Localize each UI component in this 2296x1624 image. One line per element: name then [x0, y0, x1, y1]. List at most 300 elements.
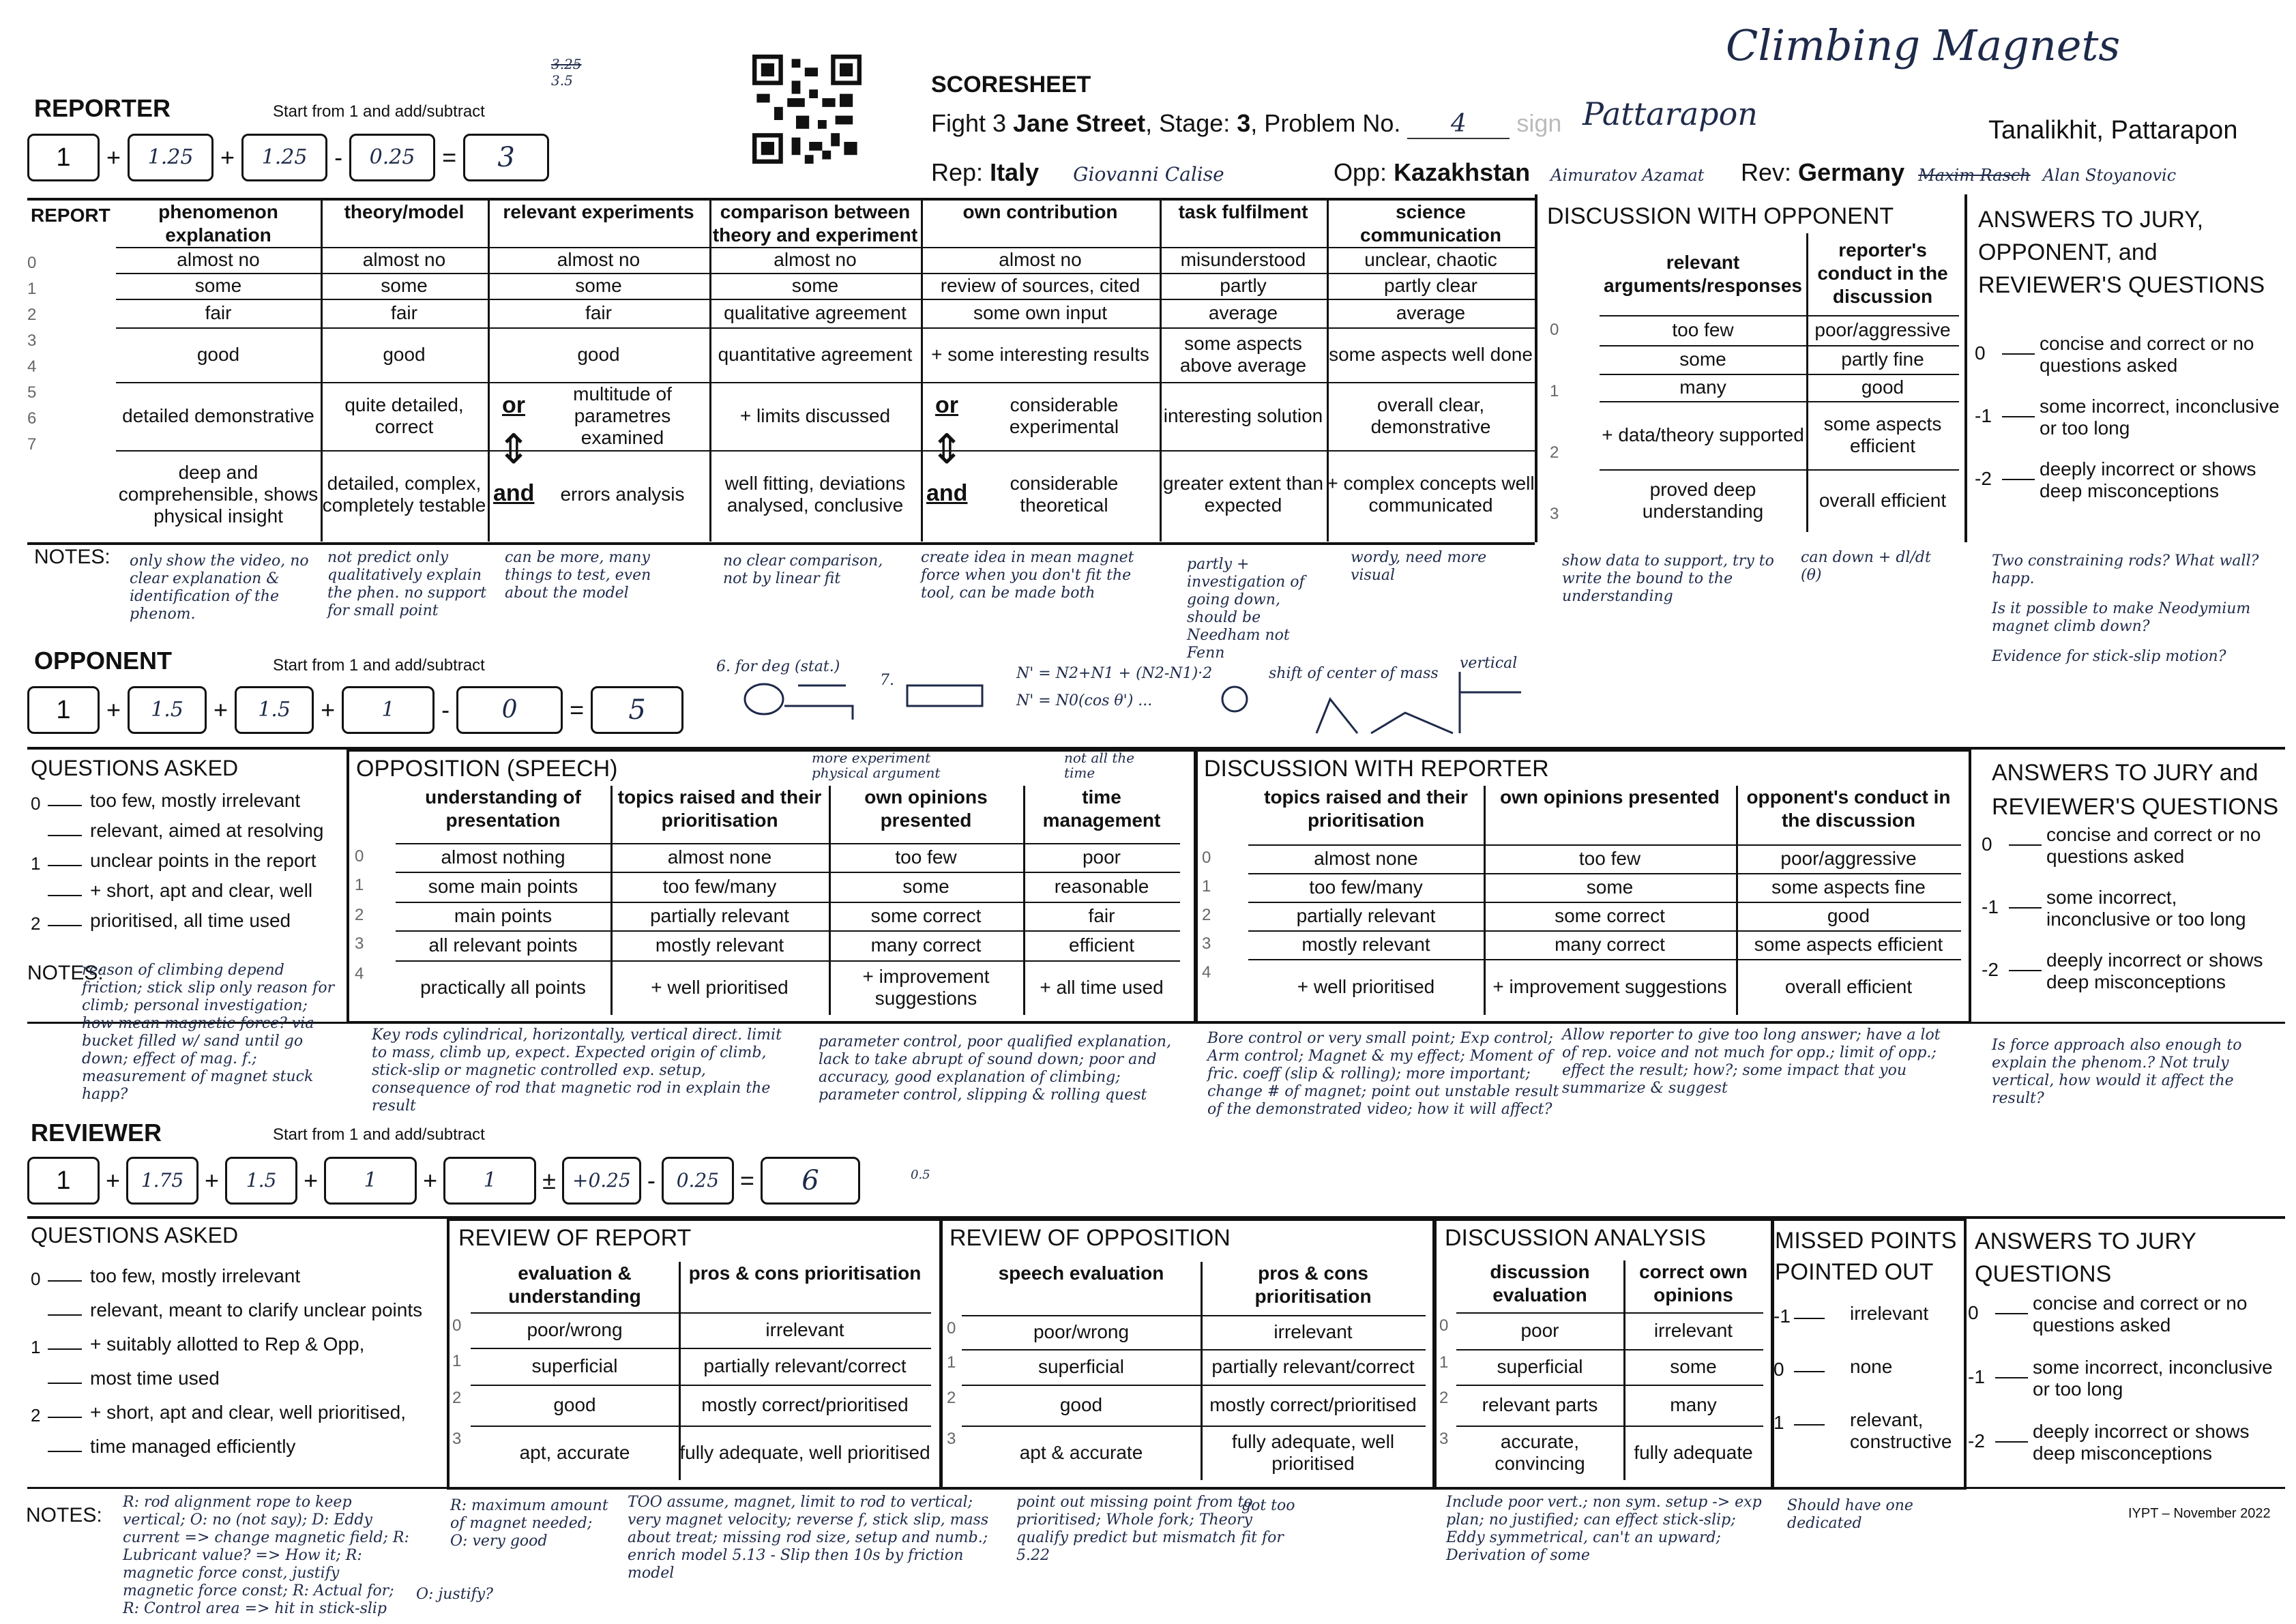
criterion-option[interactable]: fair	[585, 302, 612, 323]
rubric-option[interactable]: + well prioritised	[651, 977, 789, 998]
handwritten-note: no clear comparison, not by linear fit	[723, 552, 883, 587]
question-score: 0	[31, 793, 41, 814]
row-number: 1	[452, 1352, 462, 1370]
criterion-header: theory/model	[344, 201, 465, 222]
rubric-option[interactable]: fully adequate, well prioritised	[1231, 1431, 1395, 1474]
criterion-option[interactable]: almost no	[177, 249, 260, 270]
review-of-opposition-title: REVIEW OF OPPOSITION	[950, 1225, 1231, 1251]
missed-option[interactable]: irrelevant	[1850, 1303, 1929, 1324]
row-number: 7	[27, 435, 37, 454]
rubric-header: topics raised and their prioritisation	[1264, 786, 1468, 831]
handwritten-note: point out missing point from to prioritised; Whole fork; Theory qualify predict but mismatch fit for 5.22	[1016, 1494, 1284, 1564]
rev-questions-title: QUESTIONS ASKED	[31, 1223, 239, 1247]
criterion-option[interactable]: average	[1208, 302, 1278, 323]
score-box[interactable]: +0.25	[562, 1157, 641, 1205]
rubric-header: speech evaluation	[998, 1263, 1164, 1284]
handwritten-note: O: justify?	[416, 1586, 493, 1603]
criterion-option[interactable]: some	[575, 275, 622, 296]
row-number: 2	[452, 1389, 462, 1407]
row-number: 0	[452, 1316, 462, 1335]
rubric-option[interactable]: too few/many	[1309, 876, 1423, 898]
handwritten-note: R: rod alignment rope to keep vertical; O: no (not say); D: Eddy current => change magnetic field; R: Lubricant value? => How it; R: magnetic force const, justify magnetic force const; R: Actual for; R: Control area => hit in stick-slip	[123, 1494, 409, 1617]
question-option[interactable]: most time used	[90, 1368, 220, 1389]
criterion-option[interactable]: quite detailed, correct	[344, 394, 464, 437]
answer-option[interactable]: deeply incorrect or shows deep misconceptions	[2046, 949, 2263, 992]
rubric-option[interactable]: irrelevant	[1653, 1320, 1733, 1341]
criterion-option[interactable]: some	[791, 275, 839, 296]
question-option[interactable]: too few, mostly irrelevant	[90, 1265, 301, 1286]
question-score: 0	[31, 1269, 41, 1289]
discussion-header: relevant arguments/responses	[1604, 252, 1802, 296]
rubric-option[interactable]: many	[1670, 1394, 1717, 1415]
rubric-option[interactable]: poor/wrong	[1033, 1321, 1130, 1342]
criterion-option[interactable]: + some interesting results	[931, 344, 1149, 365]
problem-number: 4	[1407, 110, 1510, 139]
row-number: 0	[1550, 321, 1559, 339]
rubric-option[interactable]: almost none	[1314, 848, 1418, 869]
handwritten-note: show data to support, try to write the bound to the understanding	[1562, 552, 1774, 605]
opponent-score-row: 1 + 1.5 + 1.5 + 1 - 0 = 5	[27, 685, 683, 735]
opp-questions-title: QUESTIONS ASKED	[31, 756, 239, 780]
answer-option[interactable]: deeply incorrect or shows deep misconceptions	[2033, 1421, 2250, 1464]
criterion-option[interactable]: some aspects well done	[1329, 344, 1533, 365]
rubric-option[interactable]: superficial	[1497, 1356, 1583, 1377]
missed-score: 1	[1773, 1412, 1784, 1433]
handwritten-note: Allow reporter to give too long answer; have a lot of rep. voice and not much for opp.; limit of opp.; effect the result; how?; some impact that you summarize & suggest	[1562, 1027, 1941, 1097]
missed-option[interactable]: none	[1850, 1356, 1893, 1377]
rubric-option[interactable]: many correct	[870, 934, 982, 956]
criterion-option[interactable]: almost no	[999, 249, 1082, 270]
criterion-option[interactable]: multitude of parametres examined	[573, 383, 672, 448]
criterion-header: own contribution	[962, 201, 1118, 222]
reviewer-side-note: 0.5	[911, 1168, 930, 1182]
handwritten-note: not predict only qualitatively explain the phen. no support for small point	[327, 549, 487, 619]
criterion-option[interactable]: almost no	[557, 249, 641, 270]
rubric-option[interactable]: some correct	[870, 905, 982, 926]
handwritten-note: can be more, many things to test, even about the model	[505, 549, 651, 602]
reporter-score-row: 1 + 1.25 + 1.25 - 0.25 = 3	[27, 133, 549, 182]
handwritten-note: TOO assume, magnet, limit to rod to vertical; very magnet velocity; reverse f, stick slip, mass about treat; missing rod size, setup and numb.; enrich model 5.13 - Slip then 10s by friction model	[628, 1494, 989, 1582]
rubric-option[interactable]: many correct	[1555, 934, 1665, 955]
page-title: SCORESHEET	[931, 72, 1091, 98]
criterion-option[interactable]: partly clear	[1384, 275, 1477, 296]
rubric-option[interactable]: poor/aggressive	[1780, 848, 1917, 869]
rubric-header: correct own opinions	[1639, 1261, 1748, 1305]
handwritten-note: Bore control or very small point; Exp control; Arm control; Magnet & my effect; Moment of fric. coeff (slip & rolling); more important; change # of magnet; point out unstable result of the demonstrated video; how it will affect?	[1207, 1030, 1559, 1118]
or-and-contribution	[926, 392, 967, 532]
score-total[interactable]: 6	[761, 1157, 860, 1205]
rubric-option[interactable]: overall efficient	[1784, 976, 1913, 997]
row-number: 1	[1550, 382, 1559, 400]
opp-line: Opp: Kazakhstan Aimuratov Azamat	[1334, 158, 1705, 186]
row-number: 3	[1439, 1430, 1449, 1448]
score-base: 1	[27, 134, 100, 181]
discussion-option[interactable]: good	[1861, 377, 1904, 398]
answer-score: -1	[1975, 405, 1992, 426]
criterion-option[interactable]: unclear, chaotic	[1364, 249, 1497, 270]
rubric-option[interactable]: mostly relevant	[1301, 934, 1430, 955]
row-number: 5	[27, 383, 37, 402]
handwritten-note: create idea in mean magnet force when you don't fit the tool, can be made both	[921, 549, 1134, 602]
criterion-option[interactable]: detailed demonstrative	[122, 405, 314, 426]
criterion-option[interactable]: considerable theoretical	[1010, 473, 1119, 516]
rubric-option[interactable]: good	[1059, 1394, 1103, 1415]
score-box[interactable]: 0.25	[662, 1157, 734, 1205]
row-number: 4	[1202, 963, 1211, 981]
reviewer-start-text: Start from 1 and add/subtract	[273, 1125, 485, 1144]
margin-note: more experiment physical argument	[812, 750, 941, 781]
row-number: 3	[1550, 505, 1559, 523]
row-number: 3	[27, 331, 37, 350]
or-label: or	[935, 392, 958, 418]
row-number: 0	[1202, 848, 1211, 867]
rubric-option[interactable]: fully adequate, well prioritised	[679, 1442, 930, 1463]
score-box[interactable]: 1.25	[128, 134, 214, 181]
criterion-option[interactable]: fair	[391, 302, 417, 323]
score-box[interactable]: 1.25	[241, 134, 327, 181]
rubric-option[interactable]: + improvement suggestions	[862, 966, 990, 1009]
criterion-header: task fulfilment	[1178, 201, 1308, 222]
question-option[interactable]: + suitably allotted to Rep & Opp,	[90, 1333, 365, 1355]
discussion-title: DISCUSSION WITH OPPONENT	[1547, 203, 1894, 229]
handwritten-note: only show the video, no clear explanation & identification of the phenom.	[130, 552, 309, 623]
rubric-option[interactable]: practically all points	[420, 977, 586, 998]
reporter-start-text: Start from 1 and add/subtract	[273, 102, 485, 121]
rubric-option[interactable]: main points	[454, 905, 553, 926]
rubric-option[interactable]: poor	[1082, 846, 1121, 868]
criterion-option[interactable]: greater extent than expected	[1162, 473, 1324, 516]
criterion-option[interactable]: some aspects above average	[1179, 333, 1307, 376]
rubric-option[interactable]: mostly correct/prioritised	[701, 1394, 909, 1415]
row-number: 0	[27, 254, 37, 272]
score-total[interactable]: 5	[591, 686, 683, 734]
rubric-option[interactable]: superficial	[531, 1355, 618, 1376]
row-number: 2	[1439, 1389, 1449, 1407]
rubric-option[interactable]: some aspects efficient	[1754, 934, 1943, 955]
opp-answers-title: ANSWERS TO JURY and REVIEWER'S QUESTIONS	[1992, 760, 2279, 820]
answer-option[interactable]: some incorrect, inconclusive or too long	[2040, 396, 2280, 439]
rubric-option[interactable]: good	[1827, 905, 1870, 926]
rev-line: Rev: Germany Maxim Rasch Alan Stoyanovic	[1741, 158, 2177, 186]
rubric-option[interactable]: fully adequate	[1634, 1442, 1753, 1463]
score-base: 1	[27, 1157, 100, 1205]
discussion-option[interactable]: some aspects efficient	[1823, 413, 1942, 456]
answer-score: 0	[1975, 342, 1986, 364]
rubric-option[interactable]: partially relevant/correct	[1211, 1356, 1415, 1377]
rubric-option[interactable]: some	[1670, 1356, 1717, 1377]
criterion-option[interactable]: well fitting, deviations analysed, conclusive	[724, 473, 906, 516]
row-number: 0	[947, 1319, 956, 1338]
rubric-header: discussion evaluation	[1490, 1261, 1590, 1305]
question-score: 1	[31, 853, 41, 874]
answer-score: -1	[1968, 1366, 1985, 1387]
score-total[interactable]: 3	[463, 134, 549, 181]
criterion-header: comparison between theory and experiment	[712, 201, 918, 246]
criterion-option[interactable]: + limits discussed	[739, 405, 891, 426]
rubric-option[interactable]: efficient	[1069, 934, 1134, 956]
row-number: 4	[27, 357, 37, 376]
discussion-option[interactable]: + data/theory supported	[1602, 424, 1804, 445]
criterion-option[interactable]: considerable experimental	[1009, 394, 1119, 437]
row-number: 2	[27, 306, 37, 324]
criterion-option[interactable]: quantitative agreement	[718, 344, 913, 365]
criterion-header: relevant experiments	[503, 201, 694, 222]
rubric-header: evaluation & understanding	[508, 1263, 641, 1307]
discussion-with-reporter-title: DISCUSSION WITH REPORTER	[1204, 756, 1549, 782]
criterion-option[interactable]: review of sources, cited	[940, 275, 1140, 296]
and-label: and	[493, 480, 535, 506]
row-number: 4	[355, 964, 364, 983]
discussion-analysis-title: DISCUSSION ANALYSIS	[1445, 1225, 1706, 1251]
rubric-option[interactable]: too few	[895, 846, 957, 868]
criterion-option[interactable]: misunderstood	[1180, 249, 1306, 270]
score-box[interactable]: 0	[456, 686, 563, 734]
criterion-option[interactable]: partly	[1220, 275, 1267, 296]
problem-title: Climbing Magnets	[1726, 20, 2121, 70]
answer-option[interactable]: deeply incorrect or shows deep misconceptions	[2040, 458, 2256, 501]
missed-option[interactable]: relevant, constructive	[1850, 1409, 1952, 1452]
row-number: 2	[355, 906, 364, 924]
rubric-option[interactable]: superficial	[1037, 1356, 1125, 1377]
handwritten-note: Two constraining rods? What wall? happ.	[1992, 552, 2259, 587]
answer-option[interactable]: concise and correct or no questions asked	[2040, 333, 2254, 376]
and-label: and	[926, 480, 968, 506]
criterion-option[interactable]: some own input	[973, 302, 1108, 323]
answer-option[interactable]: concise and correct or no questions asked	[2046, 824, 2261, 867]
criterion-option[interactable]: qualitative agreement	[724, 302, 907, 323]
discussion-option[interactable]: overall efficient	[1819, 490, 1947, 511]
sketch-note: N' = N0(cos θ') ...	[1016, 692, 1153, 709]
signature: Pattarapon	[1583, 95, 1758, 132]
score-box[interactable]: 1.5	[235, 686, 314, 734]
row-number: 2	[1550, 443, 1559, 462]
score-box[interactable]: 1	[443, 1157, 536, 1205]
rubric-option[interactable]: partially relevant/correct	[703, 1355, 907, 1376]
rubric-option[interactable]: almost none	[667, 846, 772, 868]
score-box[interactable]: 1	[324, 1157, 417, 1205]
question-score: 2	[31, 1405, 41, 1426]
rubric-option[interactable]: too few	[1578, 848, 1641, 869]
discussion-option[interactable]: proved deep understanding	[1642, 479, 1764, 522]
score-box[interactable]: 1	[342, 686, 435, 734]
rubric-option[interactable]: + improvement suggestions	[1492, 976, 1727, 997]
rubric-option[interactable]: some main points	[428, 876, 578, 897]
criterion-option[interactable]: almost no	[362, 249, 446, 270]
criterion-option[interactable]: good	[196, 344, 240, 365]
sketch-note: shift of center of mass	[1269, 665, 1439, 682]
rubric-option[interactable]: reasonable	[1054, 876, 1149, 897]
handwritten-note: partly + investigation of going down, should be Needham not Fenn	[1187, 556, 1305, 662]
row-number: 3	[1202, 934, 1211, 953]
handwritten-note: Key rods cylindrical, horizontally, vertical direct. limit to mass, climb up, expect. Expected origin of climb, stick-slip or magnetic controlled exp. setup, consequence of rod that magnetic rod in explain the result	[372, 1027, 782, 1114]
criterion-option[interactable]: overall clear, demonstrative	[1370, 394, 1491, 437]
rubric-option[interactable]: fair	[1088, 905, 1115, 926]
reporter-notes-label: NOTES:	[34, 546, 111, 568]
question-option[interactable]: relevant, meant to clarify unclear points	[90, 1299, 423, 1320]
answer-option[interactable]: concise and correct or no questions asked	[2033, 1293, 2248, 1335]
criterion-header: phenomenon explanation	[158, 201, 278, 246]
rev-answers-title: ANSWERS TO JURY QUESTIONS	[1975, 1228, 2196, 1287]
rubric-option[interactable]: all relevant points	[428, 934, 578, 956]
opponent-label: OPPONENT	[34, 647, 173, 675]
handwritten-note: Include poor vert.; non sym. setup -> exp plan; no justified; can effect stick-slip; Eddy symmetrical, can't an upward; Derivation of some	[1446, 1494, 1762, 1564]
juror-name: Tanalikhit, Pattarapon	[1988, 116, 2238, 145]
double-arrow-icon: ⇕	[929, 426, 965, 472]
rubric-option[interactable]: poor	[1520, 1320, 1559, 1341]
criterion-option[interactable]: fair	[205, 302, 232, 323]
rubric-header: understanding of presentation	[425, 786, 581, 831]
reporter-label: REPORTER	[34, 94, 171, 122]
answer-score: 0	[1982, 833, 1992, 855]
question-score: 2	[31, 913, 41, 934]
criterion-option[interactable]: some	[381, 275, 428, 296]
reviewer-label: REVIEWER	[31, 1119, 162, 1147]
discussion-header: reporter's conduct in the discussion	[1817, 239, 1948, 307]
answer-score: 0	[1968, 1302, 1979, 1323]
row-number: 3	[947, 1430, 956, 1448]
criterion-option[interactable]: good	[383, 344, 426, 365]
rubric-option[interactable]: some aspects fine	[1771, 876, 1926, 898]
handwritten-note: R: maximum amount of magnet needed; O: very good	[450, 1497, 608, 1550]
rubric-option[interactable]: partially relevant	[650, 905, 789, 926]
double-arrow-icon: ⇕	[496, 426, 531, 472]
row-number: 3	[452, 1430, 462, 1448]
sketch-note: vertical	[1460, 655, 1518, 672]
question-option[interactable]: prioritised, all time used	[90, 910, 291, 931]
discussion-option[interactable]: partly fine	[1841, 349, 1924, 370]
criterion-option[interactable]: deep and comprehensible, shows physical insight	[118, 462, 319, 527]
rubric-option[interactable]: poor/wrong	[527, 1319, 623, 1340]
discussion-option[interactable]: many	[1679, 377, 1726, 398]
teams-line: Rep: Italy Giovanni Calise	[931, 158, 1224, 186]
missed-score: -1	[1773, 1305, 1791, 1327]
row-number: 2	[1202, 906, 1211, 924]
score-box[interactable]: 1.5	[128, 686, 207, 734]
row-number: 2	[947, 1389, 956, 1407]
row-number: 1	[1439, 1353, 1449, 1372]
answer-option[interactable]: some incorrect, inconclusive or too long	[2033, 1357, 2273, 1400]
margin-note: not all the time	[1064, 750, 1135, 781]
rubric-option[interactable]: mostly relevant	[655, 934, 784, 956]
score-box[interactable]: 1.5	[225, 1157, 297, 1205]
handwritten-note: Evidence for stick-slip motion?	[1992, 648, 2226, 665]
row-number: 6	[27, 409, 37, 428]
rubric-option[interactable]: almost nothing	[441, 846, 565, 868]
qr-code	[752, 55, 862, 164]
rubric-header: own opinions presented	[864, 786, 988, 831]
rubric-option[interactable]: + well prioritised	[1297, 976, 1435, 997]
rubric-option[interactable]: relevant parts	[1482, 1394, 1598, 1415]
rubric-option[interactable]: irrelevant	[765, 1319, 844, 1340]
answer-score: -2	[1975, 468, 1992, 489]
criterion-option[interactable]: almost no	[774, 249, 857, 270]
rubric-option[interactable]: apt, accurate	[519, 1442, 630, 1463]
question-option[interactable]: time managed efficiently	[90, 1436, 296, 1457]
footer-text: IYPT – November 2022	[2128, 1506, 2271, 1521]
criterion-option[interactable]: + complex concepts well communicated	[1327, 473, 1535, 516]
rubric-header: opponent's conduct in the discussion	[1746, 786, 1951, 831]
score-base: 1	[27, 686, 100, 734]
rubric-option[interactable]: some	[1586, 876, 1634, 898]
criterion-option[interactable]: interesting solution	[1163, 405, 1323, 426]
rubric-option[interactable]: mostly correct/prioritised	[1209, 1394, 1417, 1415]
rubric-option[interactable]: partially relevant	[1296, 905, 1436, 926]
row-number: 1	[947, 1353, 956, 1372]
handwritten-note: parameter control, poor qualified explanation, lack to take abrupt of sound down; poor and accuracy, good explanation of climbing; parameter control, slipping & rolling quest	[819, 1033, 1171, 1104]
handwritten-note: Is it possible to make Neodymium magnet climb down?	[1992, 600, 2251, 635]
criterion-option[interactable]: good	[577, 344, 620, 365]
opponent-start-text: Start from 1 and add/subtract	[273, 656, 485, 675]
rubric-option[interactable]: good	[553, 1394, 596, 1415]
answer-score: -1	[1982, 896, 1999, 917]
or-and-experiments	[493, 392, 534, 532]
row-number: 1	[27, 280, 37, 298]
physics-sketch-icon	[716, 658, 1562, 740]
rubric-header: pros & cons prioritisation	[1254, 1263, 1372, 1307]
or-label: or	[502, 392, 525, 418]
rubric-header: own opinions presented	[1499, 786, 1720, 808]
row-number: 0	[355, 847, 364, 866]
rubric-header: topics raised and their prioritisation	[617, 786, 822, 831]
question-option[interactable]: relevant, aimed at resolving	[90, 820, 324, 841]
question-score: 1	[31, 1337, 41, 1357]
criterion-option[interactable]: errors analysis	[560, 484, 685, 505]
rev-notes-label: NOTES:	[26, 1504, 102, 1526]
sketch-note: 6. for deg (stat.)	[716, 658, 840, 675]
answer-score: -2	[1982, 959, 1999, 980]
handwritten-note: wordy, need more visual	[1351, 549, 1487, 584]
score-box[interactable]: 0.25	[349, 134, 435, 181]
question-option[interactable]: unclear points in the report	[90, 850, 317, 871]
discussion-option[interactable]: too few	[1672, 319, 1734, 340]
opp-notes-label: NOTES:	[27, 962, 104, 984]
row-number: 1	[1202, 877, 1211, 896]
reporter-answers-title: ANSWERS TO JURY, OPPONENT, and REVIEWER'S QUESTIONS	[1978, 207, 2265, 298]
corner-note: 3.25 3.5	[551, 56, 582, 89]
criterion-option[interactable]: some	[194, 275, 242, 296]
opponent-sketch-notes	[716, 655, 1562, 740]
rubric-option[interactable]: some	[902, 876, 950, 897]
discussion-option[interactable]: poor/aggressive	[1814, 319, 1951, 340]
rubric-option[interactable]: accurate, convincing	[1495, 1431, 1585, 1474]
score-box[interactable]: 1.75	[126, 1157, 198, 1205]
handwritten-note: reason of climbing depend friction; stick slip only reason for climb; personal investigation; how mean magnetic force? via bucket filled w/ sand until go down; effect of mag. f.; measurement of magnet stuck happ?	[82, 962, 335, 1103]
rubric-header: pros & cons prioritisation	[688, 1263, 922, 1284]
handwritten-note: got too	[1241, 1497, 1295, 1514]
sketch-note: 7.	[880, 672, 894, 689]
rubric-header: time management	[1042, 786, 1161, 831]
question-option[interactable]: + short, apt and clear, well	[90, 880, 313, 901]
missed-score: 0	[1773, 1359, 1784, 1380]
rubric-option[interactable]: some correct	[1555, 905, 1665, 926]
criterion-option[interactable]: average	[1396, 302, 1466, 323]
rubric-option[interactable]: too few/many	[662, 876, 777, 897]
discussion-option[interactable]: some	[1679, 349, 1726, 370]
rubric-option[interactable]: irrelevant	[1274, 1321, 1353, 1342]
criterion-option[interactable]: detailed, complex, completely testable	[322, 473, 486, 516]
row-number: 3	[355, 934, 364, 953]
answer-option[interactable]: some incorrect, inconclusive or too long	[2046, 887, 2246, 930]
rubric-option[interactable]: + all time used	[1040, 977, 1164, 998]
row-number: 0	[1439, 1316, 1449, 1335]
question-option[interactable]: + short, apt and clear, well prioritised,	[90, 1402, 407, 1423]
answer-score: -2	[1968, 1430, 1985, 1451]
handwritten-note: can down + dl/dt (θ)	[1801, 549, 1931, 584]
question-option[interactable]: too few, mostly irrelevant	[90, 790, 301, 811]
rubric-option[interactable]: apt & accurate	[1019, 1442, 1143, 1463]
opposition-speech-title: OPPOSITION (SPEECH)	[356, 756, 618, 782]
row-number: 1	[355, 876, 364, 894]
